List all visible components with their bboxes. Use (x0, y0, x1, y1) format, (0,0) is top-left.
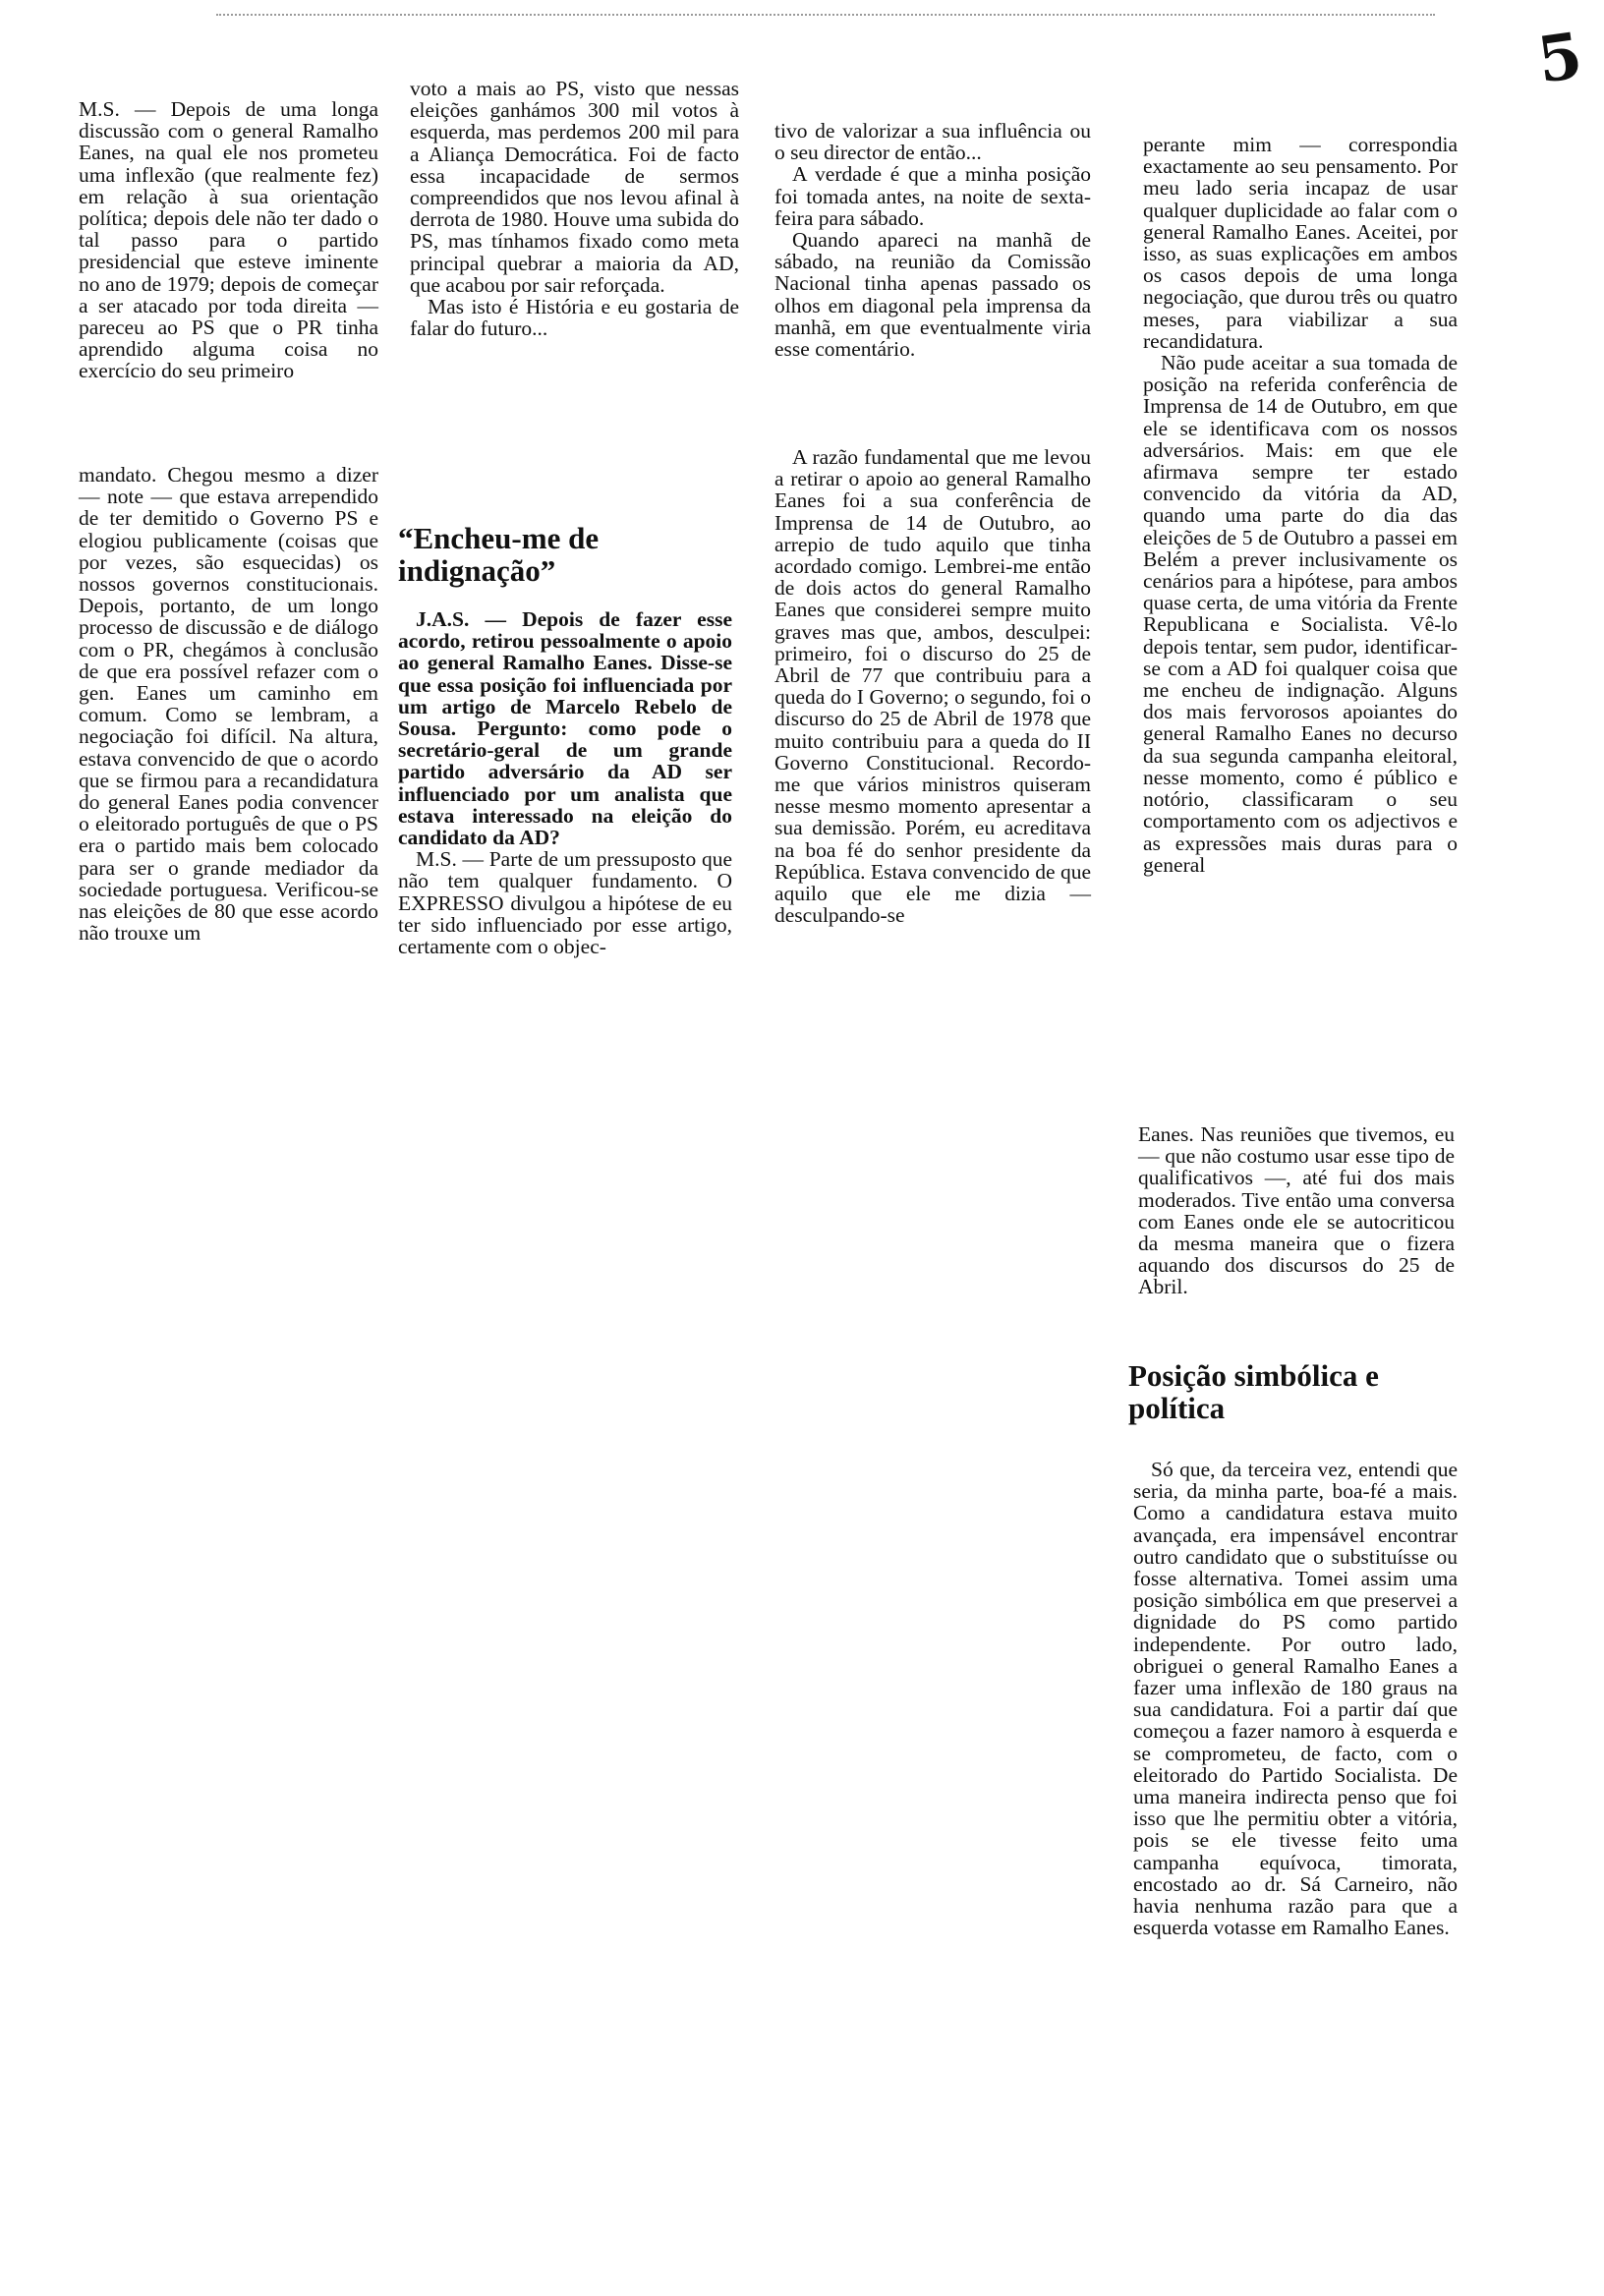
column-3-top (774, 120, 1091, 360)
column-4-middle (1138, 1123, 1455, 1298)
paragraph: Não pude aceitar a sua tomada de posição na referida conferência de Imprensa de 14 de Outubro, em que ele se identificava com os nossos adversários. Mais: em que ele afirmava sempre ter estado convencido da vitória da AD, quando uma parte do dia das eleições de 5 de Outubro a passei em Belém a prever inclusivamente os cenários para a hipótese, para ambos quase certa, de uma vitória da Frente Republicana e Socialista. Vê-lo depois tentar, sem pudor, identificar-se com a AD foi qualquer coisa que me encheu de indignação. Alguns dos mais fervorosos apoiantes do general Ramalho Eanes no decurso da sua segunda campanha eleitoral, nesse momento, como é público e notório, classificaram o seu comportamento com os adjectivos e as expressões mais duras para o general (1143, 351, 1458, 877)
page-number: 5 (1532, 19, 1587, 98)
section-heading: Posição simbólica e política (1128, 1358, 1379, 1425)
paragraph: A razão fundamental que me levou a retirar o apoio ao general Ramalho Eanes foi a sua conferência de Imprensa de 14 de Outubro, ao arrepio de tudo aquilo que tinha acordado comigo. Lembrei-me então de dois actos do general Ramalho Eanes que considerei sempre muito graves mas que, ambos, desculpei: primeiro, foi o discurso do 25 de Abril de 77 que contribuiu para a queda do I Governo; o segundo, foi o discurso do 25 de Abril de 1978 que muito contribuiu para a queda do II Governo Constitucional. Recordo-me que vários ministros quiseram nesse mesmo momento apresentar a sua demissão. Porém, eu acreditava na boa fé do senhor presidente da República. Estava convencido de que aquilo que ele me dizia — desculpando-se (774, 445, 1091, 928)
paragraph: Eanes. Nas reuniões que tivemos, eu — que não costumo usar esse tipo de qualificativos —, até fui dos mais moderados. Tive então uma conversa com Eanes onde ele se autocriticou da mesma maneira que o fizera aquando dos discursos do 25 de Abril. (1138, 1122, 1455, 1299)
interview-answer: M.S. — Parte de um pressuposto que não tem qualquer fundamento. O EXPRESSO divulgou a hipótese de eu ter sido influenciado por esse artigo, certamente com o objec- (398, 847, 732, 959)
column-2-top (410, 78, 739, 339)
paragraph: voto a mais ao PS, visto que nessas eleições ganhámos 300 mil votos à esquerda, mas perdemos 200 mil para a Aliança Democrática. Foi de facto essa incapacidade de sermos compreendidos que nos levou afinal à derrota de 1980. Houve uma subida do PS, mas tínhamos fixado como meta principal quebrar a maioria da AD, que acabou por sair reforçada. (410, 77, 739, 297)
paragraph: A verdade é que a minha posição foi tomada antes, na noite de sexta-feira para sábado. (774, 162, 1091, 230)
paragraph: tivo de valorizar a sua influência ou o seu director de então... (774, 119, 1091, 165)
paragraph: Mas isto é História e eu gostaria de falar do futuro... (410, 295, 739, 341)
paragraph: perante mim — correspondia exactamente ao seu pensamento. Por meu lado seria incapaz de usar qualquer duplicidade ao falar com o general Ramalho Eanes. Aceitei, por isso, as suas explicações em ambos os casos depois de uma longa negociação, que durou três ou quatro meses, para viabilizar a sua recandidatura. (1143, 133, 1458, 353)
paragraph: mandato. Chegou mesmo a dizer — note — que estava arrependido de ter demitido o Governo PS e elogiou publicamente (coisas que por vezes, são esquecidas) os nossos governos constitucionais. Depois, portanto, de um longo processo de discussão e de diálogo com o PR, chegámos à conclusão de que era possível refazer com o gen. Eanes um caminho em comum. Como se lembram, a negociação foi difícil. Na altura, estava convencido de que o acordo que se firmou para a recandidatura do general Eanes podia convencer o eleitorado português de que o PS era o partido mais bem colocado para ser o grande mediador da sociedade portuguesa. Verificou-se nas eleições de 80 que esse acordo não trouxe um (79, 463, 378, 946)
column-4-top (1143, 134, 1458, 876)
paragraph: Quando apareci na manhã de sábado, na reunião da Comissão Nacional tinha apenas passado os olhos em diagonal pela imprensa da manhã, em que eventualmente viria esse comentário. (774, 228, 1091, 362)
section-heading: “Encheu-me de indignação” (398, 521, 600, 588)
column-1-bottom (79, 464, 378, 944)
paragraph: Só que, da terceira vez, entendi que seria, da minha parte, boa-fé a mais. Como a candidatura estava muito avançada, era impensável encontrar outro candidato que o substituísse ou fosse alternativa. Tomei assim uma posição simbólica em que preservei a dignidade do PS como partido independente. Por outro lado, obriguei o general Ramalho Eanes a fazer uma inflexão de 180 graus na sua candidatura. Foi a partir daí que começou a fazer namoro à esquerda e se comprometeu, de facto, com o eleitorado do Partido Socialista. De uma maneira indirecta penso que foi isso que lhe permitiu obter a vitória, pois se ele tivesse feito uma campanha equívoca, timorata, encostado ao dr. Sá Carneiro, não havia nenhuma razão para que a esquerda votasse em Ramalho Eanes. (1133, 1458, 1458, 1940)
column-1-top (79, 98, 378, 382)
interview-question: J.A.S. — Depois de fazer esse acordo, retirou pessoalmente o apoio ao general Ramalho Eanes. Disse-se que essa posição foi influenciada por um artigo de Marcelo Rebelo de Sousa. Pergunto: como pode o secretário-geral de um grande partido adversário da AD ser influenciado por um analista que estava interessado na eleição do candidato da AD? (398, 607, 732, 850)
column-4-bottom (1133, 1459, 1458, 1938)
paragraph: M.S. — Depois de uma longa discussão com o general Ramalho Eanes, na qual ele nos prometeu uma inflexão (que realmente fez) em relação à sua orientação política; depois dele não ter dado o tal passo para o partido presidencial que esteve iminente no ano de 1979; depois de começar a ser atacado por toda direita — pareceu ao PS que o PR tinha aprendido alguma coisa no exercício do seu primeiro (79, 97, 378, 383)
column-3-bottom (774, 446, 1091, 926)
column-2-bottom (398, 608, 732, 957)
top-rule (216, 14, 1435, 16)
